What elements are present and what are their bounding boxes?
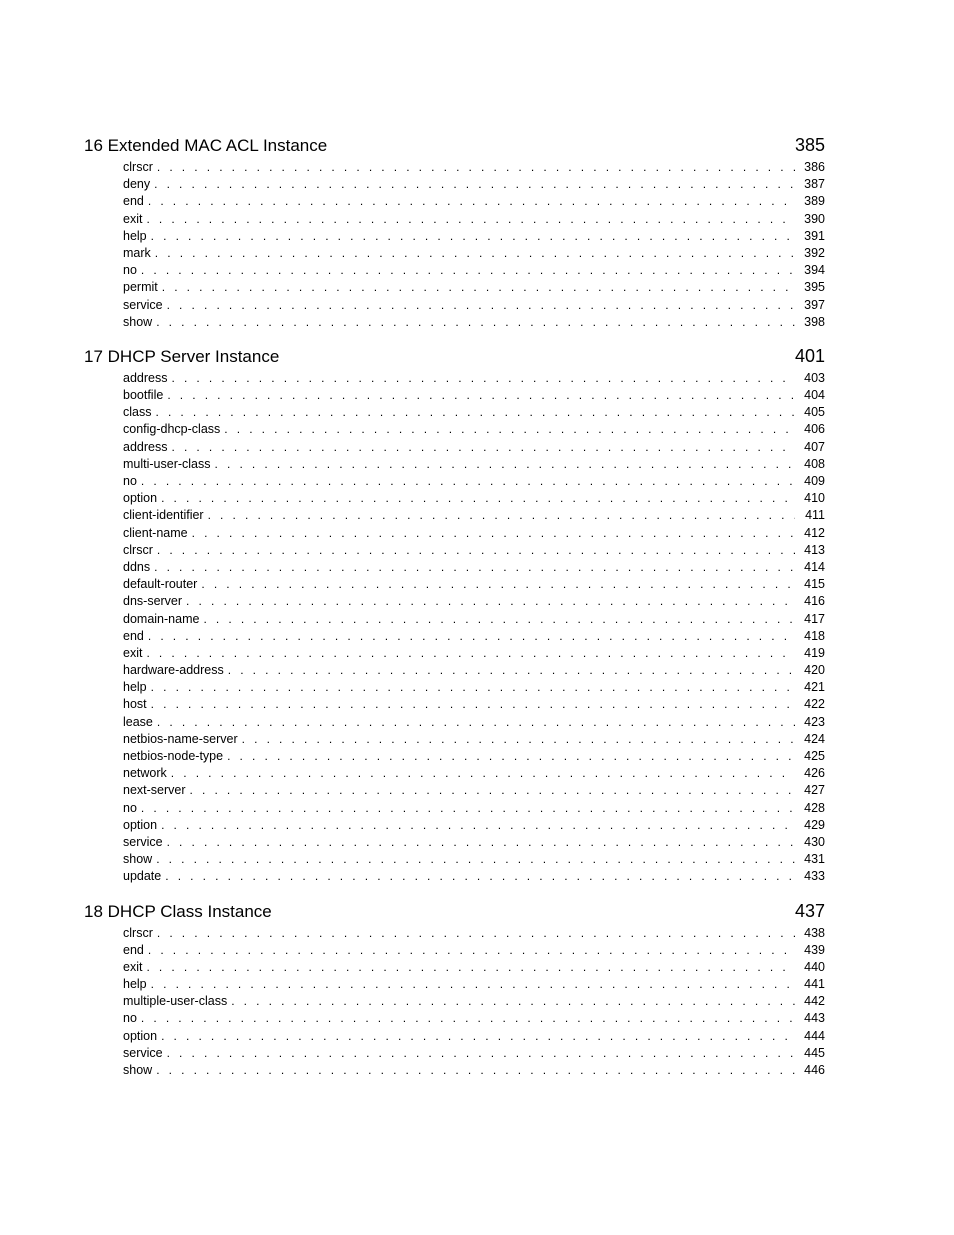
toc-entry-label: domain-name — [123, 611, 200, 626]
toc-entry-label: exit — [123, 211, 143, 226]
toc-entry-label: option — [123, 1028, 158, 1043]
toc-entry-page-number: 407 — [804, 439, 825, 454]
toc-entry-page-number: 414 — [804, 559, 825, 574]
toc-entry-label: class — [123, 405, 152, 420]
dot-leader — [227, 748, 795, 765]
chapter-17 — [84, 345, 825, 886]
toc-entry-page-number: 417 — [804, 611, 825, 626]
toc-entry[interactable] — [123, 507, 825, 524]
dot-leader — [161, 817, 795, 834]
toc-entry-label: network — [123, 766, 167, 781]
dot-leader — [157, 159, 795, 176]
toc-entry-label: help — [123, 228, 147, 243]
toc-entry-label: lease — [123, 714, 153, 729]
toc-entry[interactable] — [123, 782, 825, 799]
toc-entry[interactable] — [123, 748, 825, 765]
dot-leader — [161, 1028, 795, 1045]
dot-leader — [146, 645, 795, 662]
toc-entry-label: client-name — [123, 525, 188, 540]
chapter-entries — [123, 159, 825, 331]
toc-entry-label: multiple-user-class — [123, 994, 228, 1009]
dot-leader — [151, 679, 795, 696]
toc-entry-page-number: 426 — [804, 766, 825, 781]
toc-entry-page-number: 423 — [804, 714, 825, 729]
toc-entry-page-number: 427 — [804, 783, 825, 798]
toc-entry[interactable] — [123, 765, 825, 782]
dot-leader — [167, 297, 795, 314]
toc-entry[interactable] — [123, 679, 825, 696]
toc-entry-page-number: 418 — [804, 628, 825, 643]
toc-entry-label: service — [123, 1045, 163, 1060]
chapter-page-number: 385 — [794, 135, 825, 155]
chapter-number: 16 — [84, 136, 103, 155]
toc-entry-label: service — [123, 834, 163, 849]
toc-entry-page-number: 408 — [804, 456, 825, 471]
toc-entry[interactable] — [123, 370, 825, 387]
toc-entry[interactable] — [123, 576, 825, 593]
toc-entry-page-number: 405 — [804, 405, 825, 420]
toc-entry-page-number: 391 — [804, 228, 825, 243]
dot-leader — [171, 439, 795, 456]
toc-entry-label: clrscr — [123, 160, 153, 174]
toc-entry[interactable] — [123, 559, 825, 576]
toc-entry[interactable] — [123, 228, 825, 245]
toc-entry[interactable] — [123, 525, 825, 542]
toc-entry-label: no — [123, 1011, 137, 1026]
toc-entry[interactable] — [123, 696, 825, 713]
toc-entry-page-number: 395 — [804, 280, 825, 295]
toc-entry-label: netbios-name-server — [123, 731, 238, 746]
dot-leader — [148, 193, 795, 210]
dot-leader — [155, 404, 795, 421]
toc-entry-label: host — [123, 697, 147, 712]
toc-entry[interactable] — [123, 176, 825, 193]
toc-entry-label: exit — [123, 959, 143, 974]
toc-entry[interactable] — [123, 731, 825, 748]
toc-entry-page-number: 410 — [804, 491, 825, 506]
toc-entry[interactable] — [123, 942, 825, 959]
toc-entry-page-number: 411 — [805, 508, 825, 523]
dot-leader — [155, 245, 795, 262]
toc-entry-label: multi-user-class — [123, 456, 211, 471]
toc-entry[interactable] — [123, 993, 825, 1010]
toc-entry-page-number: 433 — [804, 869, 825, 884]
toc-entry[interactable] — [123, 851, 825, 868]
dot-leader — [161, 490, 795, 507]
toc-entry-page-number: 443 — [804, 1011, 825, 1026]
toc-entry-label: clrscr — [123, 925, 153, 940]
table-of-contents — [84, 134, 825, 1093]
toc-entry[interactable] — [123, 245, 825, 262]
toc-entry[interactable] — [123, 1045, 825, 1062]
dot-leader — [167, 834, 795, 851]
dot-leader — [156, 851, 795, 868]
toc-entry[interactable] — [123, 297, 825, 314]
toc-entry-page-number: 386 — [804, 160, 825, 174]
toc-entry-label: help — [123, 680, 147, 695]
dot-leader — [215, 456, 795, 473]
toc-entry-label: option — [123, 817, 158, 832]
toc-entry-page-number: 406 — [804, 422, 825, 437]
toc-entry[interactable] — [123, 662, 825, 679]
dot-leader — [141, 1010, 795, 1027]
toc-entry[interactable] — [123, 1010, 825, 1027]
toc-entry-label: mark — [123, 245, 151, 260]
toc-entry-label: bootfile — [123, 388, 164, 403]
toc-entry[interactable] — [123, 387, 825, 404]
toc-entry-page-number: 416 — [804, 594, 825, 609]
toc-entry[interactable] — [123, 473, 825, 490]
toc-entry[interactable] — [123, 834, 825, 851]
toc-entry-page-number: 420 — [804, 663, 825, 678]
toc-entry[interactable] — [123, 404, 825, 421]
toc-entry-page-number: 445 — [804, 1045, 825, 1060]
toc-entry-label: show — [123, 852, 153, 867]
toc-entry-label: update — [123, 869, 162, 884]
toc-entry-page-number: 428 — [804, 800, 825, 815]
chapter-page-number: 437 — [794, 900, 825, 921]
toc-entry-page-number: 431 — [804, 852, 825, 867]
chapter-18 — [84, 900, 825, 1080]
dot-leader — [151, 228, 795, 245]
toc-entry-label: address — [123, 370, 168, 385]
dot-leader — [154, 559, 795, 576]
toc-entry[interactable] — [123, 211, 825, 228]
toc-entry[interactable] — [123, 279, 825, 296]
toc-entry-label: show — [123, 1063, 153, 1077]
toc-entry-page-number: 424 — [804, 731, 825, 746]
toc-entry-label: address — [123, 439, 168, 454]
toc-entry-label: no — [123, 263, 137, 278]
chapter-title: DHCP Server Instance — [107, 346, 280, 366]
toc-entry-label: default-router — [123, 577, 198, 592]
toc-entry[interactable] — [123, 159, 825, 176]
toc-entry-page-number: 430 — [804, 834, 825, 849]
toc-entry[interactable] — [123, 1028, 825, 1045]
dot-leader — [154, 176, 795, 193]
toc-entry-label: dns-server — [123, 594, 183, 609]
toc-entry[interactable] — [123, 421, 825, 438]
toc-entry-label: show — [123, 314, 153, 329]
toc-entry-page-number: 442 — [804, 994, 825, 1009]
toc-entry-label: option — [123, 491, 158, 506]
toc-entry-page-number: 389 — [804, 194, 825, 209]
dot-leader — [162, 279, 795, 296]
chapter-16 — [84, 134, 825, 331]
toc-entry[interactable] — [123, 593, 825, 610]
dot-leader — [171, 765, 795, 782]
dot-leader — [167, 1045, 795, 1062]
chapter-number: 17 — [84, 346, 103, 366]
toc-entry[interactable] — [123, 800, 825, 817]
dot-leader — [151, 976, 795, 993]
toc-entry[interactable] — [123, 490, 825, 507]
toc-entry[interactable] — [123, 645, 825, 662]
toc-entry[interactable] — [123, 456, 825, 473]
dot-leader — [151, 696, 795, 713]
dot-leader — [192, 525, 795, 542]
dot-leader — [167, 387, 795, 404]
toc-entry-page-number: 444 — [804, 1028, 825, 1043]
chapter-heading[interactable] — [84, 345, 825, 367]
toc-entry-label: next-server — [123, 783, 186, 798]
chapter-title: DHCP Class Instance — [107, 901, 272, 921]
chapter-number: 18 — [84, 901, 103, 921]
toc-entry-page-number: 409 — [804, 474, 825, 488]
dot-leader — [157, 542, 795, 559]
dot-leader — [242, 731, 795, 748]
dot-leader — [157, 925, 795, 942]
toc-entry-page-number: 404 — [804, 388, 825, 403]
toc-entry[interactable] — [123, 314, 825, 331]
chapter-entries — [123, 925, 825, 1080]
toc-entry-page-number: 390 — [804, 211, 825, 226]
toc-entry[interactable] — [123, 976, 825, 993]
toc-entry[interactable] — [123, 262, 825, 279]
toc-entry[interactable] — [123, 925, 825, 942]
toc-entry-page-number: 419 — [804, 645, 825, 660]
toc-entry-label: client-identifier — [123, 508, 204, 523]
toc-entry-page-number: 441 — [804, 977, 825, 992]
chapter-title: Extended MAC ACL Instance — [107, 136, 328, 155]
toc-entry-label: clrscr — [123, 542, 153, 557]
dot-leader — [165, 868, 795, 885]
dot-leader — [141, 800, 795, 817]
chapter-heading[interactable] — [84, 900, 825, 922]
toc-entry-page-number: 438 — [804, 925, 825, 940]
chapter-heading[interactable] — [84, 134, 825, 156]
toc-entry-page-number: 439 — [804, 942, 825, 957]
dot-leader — [201, 576, 795, 593]
dot-leader — [148, 942, 795, 959]
toc-entry-page-number: 398 — [804, 314, 825, 329]
toc-entry-page-number: 392 — [804, 245, 825, 260]
toc-entry-page-number: 440 — [804, 959, 825, 974]
toc-entry-label: help — [123, 977, 147, 992]
toc-entry-label: no — [123, 800, 137, 815]
toc-entry-page-number: 412 — [804, 525, 825, 540]
toc-entry[interactable] — [123, 628, 825, 645]
toc-entry-page-number: 413 — [804, 542, 825, 557]
toc-entry-label: deny — [123, 177, 151, 192]
dot-leader — [156, 314, 795, 331]
toc-entry[interactable] — [123, 193, 825, 210]
toc-entry-page-number: 429 — [804, 817, 825, 832]
toc-entry-label: end — [123, 194, 144, 209]
toc-entry-page-number: 415 — [804, 577, 825, 592]
toc-entry-label: end — [123, 628, 144, 643]
toc-entry[interactable] — [123, 611, 825, 628]
dot-leader — [190, 782, 795, 799]
toc-entry-label: exit — [123, 645, 143, 660]
toc-entry-label: config-dhcp-class — [123, 422, 221, 437]
chapter-entries — [123, 370, 825, 886]
toc-entry-page-number: 397 — [804, 297, 825, 312]
toc-entry[interactable] — [123, 714, 825, 731]
toc-entry-page-number: 446 — [804, 1063, 825, 1077]
toc-entry-label: netbios-node-type — [123, 749, 224, 763]
toc-entry-page-number: 403 — [804, 370, 825, 385]
toc-entry-label: service — [123, 297, 163, 312]
toc-entry[interactable] — [123, 959, 825, 976]
toc-entry-label: ddns — [123, 559, 151, 574]
toc-entry[interactable] — [123, 542, 825, 559]
dot-leader — [141, 262, 795, 279]
dot-leader — [141, 473, 795, 490]
dot-leader — [186, 593, 795, 610]
toc-entry-label: hardware-address — [123, 663, 224, 678]
dot-leader — [208, 507, 795, 524]
toc-entry[interactable] — [123, 1062, 825, 1079]
dot-leader — [171, 370, 795, 387]
toc-entry-page-number: 421 — [804, 680, 825, 695]
dot-leader — [148, 628, 795, 645]
dot-leader — [228, 662, 795, 679]
toc-entry-page-number: 422 — [804, 697, 825, 712]
dot-leader — [146, 959, 795, 976]
dot-leader — [203, 611, 795, 628]
chapter-page-number: 401 — [794, 345, 825, 366]
toc-entry[interactable] — [123, 439, 825, 456]
toc-entry-label: end — [123, 942, 144, 957]
dot-leader — [146, 211, 795, 228]
dot-leader — [156, 1062, 795, 1079]
toc-entry-label: no — [123, 474, 137, 488]
dot-leader — [224, 421, 795, 438]
dot-leader — [157, 714, 795, 731]
toc-entry-page-number: 394 — [804, 263, 825, 278]
dot-leader — [231, 993, 795, 1010]
toc-entry[interactable] — [123, 817, 825, 834]
toc-entry-page-number: 425 — [804, 749, 825, 763]
toc-entry-page-number: 387 — [804, 177, 825, 192]
toc-entry[interactable] — [123, 868, 825, 885]
toc-entry-label: permit — [123, 280, 158, 295]
